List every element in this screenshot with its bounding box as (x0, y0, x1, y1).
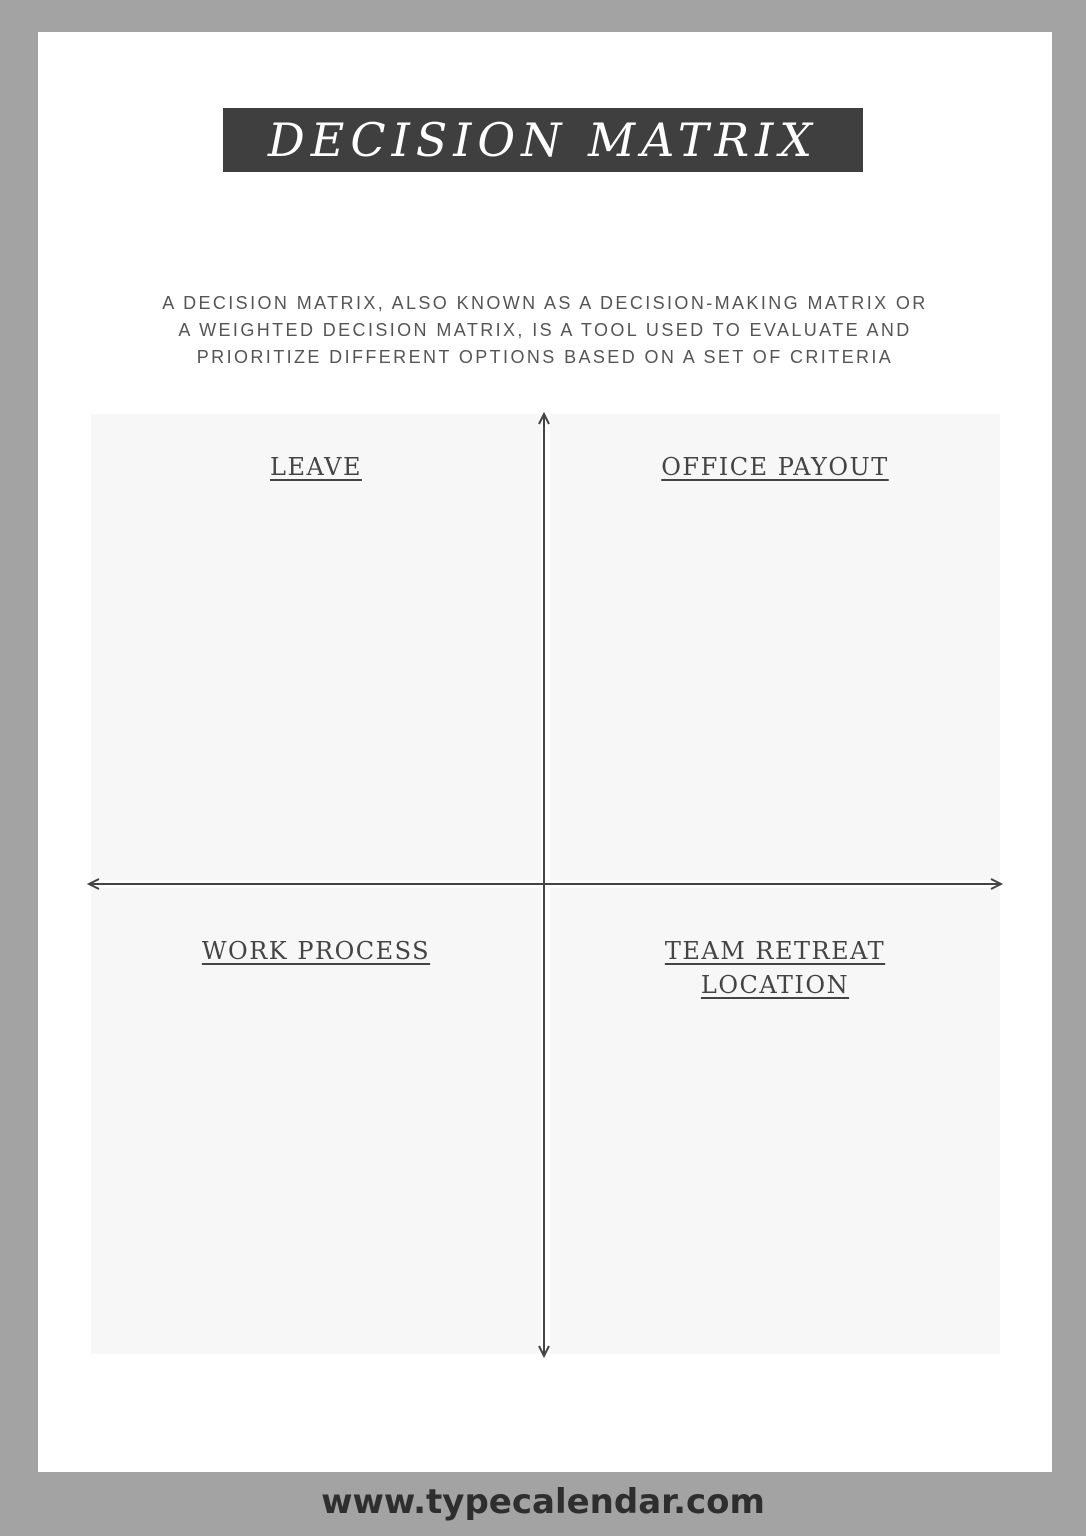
description-line: PRIORITIZE DIFFERENT OPTIONS BASED ON A SET OF CRITERIA (196, 347, 894, 367)
title-banner (223, 108, 863, 172)
description-line: A DECISION MATRIX, ALSO KNOWN AS A DECISION-MAKING MATRIX OR (162, 293, 928, 313)
quadrant-label-line: WORK PROCESS (201, 937, 431, 965)
quadrant-label-team-retreat-location (550, 934, 1000, 1002)
quadrant-label-line: LOCATION (700, 971, 850, 999)
description-line: A WEIGHTED DECISION MATRIX, IS A TOOL USED TO EVALUATE AND (178, 320, 912, 340)
quadrant-label-office-payout (550, 450, 1000, 484)
quadrant-label-line: OFFICE PAYOUT (661, 453, 889, 481)
quadrant-label-line: TEAM RETREAT (664, 937, 886, 965)
page-title: DECISION MATRIX (267, 113, 819, 167)
quadrant-bottom-right[interactable] (550, 888, 1000, 1354)
footer-website-url: www.typecalendar.com (321, 1482, 765, 1522)
quadrant-top-left[interactable] (91, 414, 541, 880)
quadrant-label-work-process (91, 934, 541, 968)
worksheet-page (38, 32, 1052, 1472)
quadrant-label-line: LEAVE (270, 453, 362, 481)
quadrant-bottom-left[interactable] (91, 888, 541, 1354)
quadrant-top-right[interactable] (550, 414, 1000, 880)
description-text (98, 290, 992, 371)
quadrant-label-leave (91, 450, 541, 484)
